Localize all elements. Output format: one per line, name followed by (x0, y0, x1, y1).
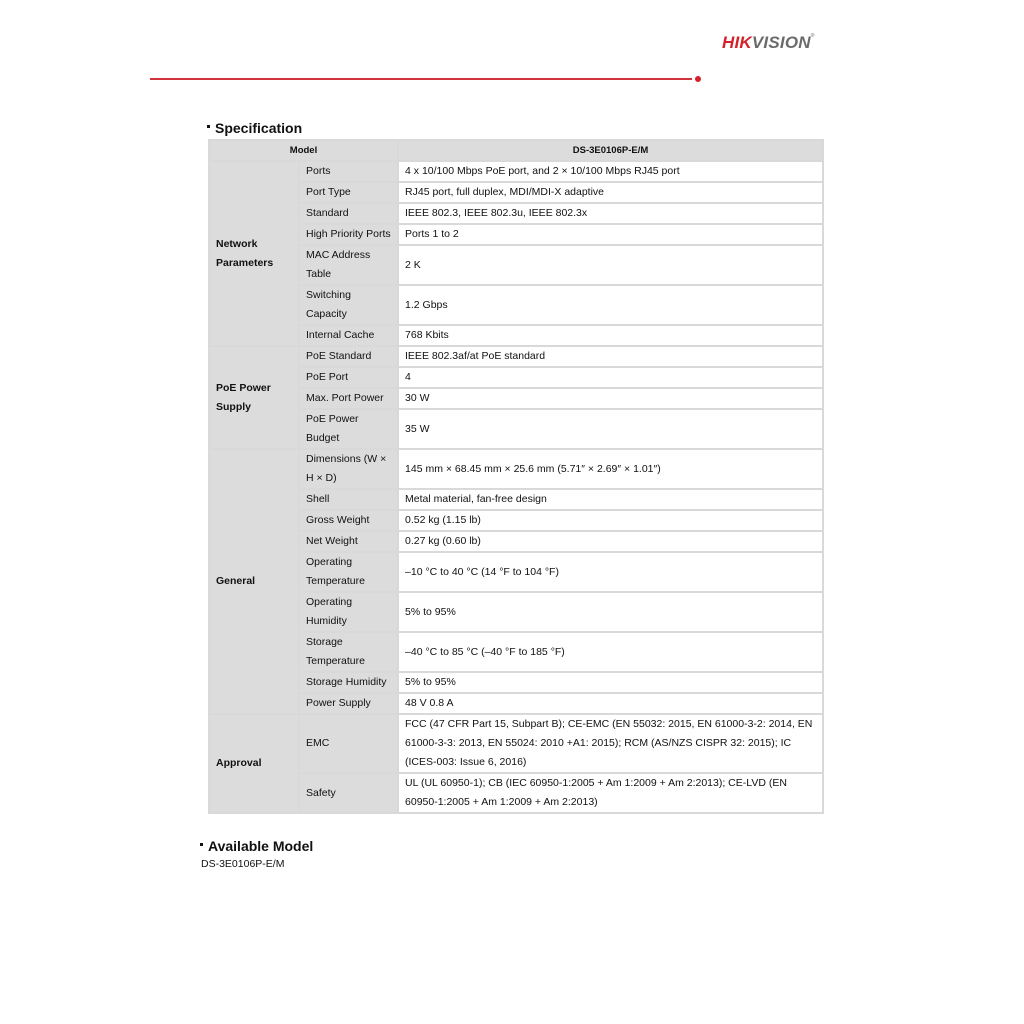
table-row (209, 245, 823, 285)
table-row (209, 325, 823, 346)
table-row (209, 510, 823, 531)
spec-label: PoE Port (299, 367, 398, 388)
table-row (209, 203, 823, 224)
spec-value: Ports 1 to 2 (398, 224, 823, 245)
spec-label: MAC Address Table (299, 245, 398, 285)
table-row (209, 449, 823, 489)
hikvision-logo: HIKVISION® (722, 33, 815, 52)
spec-value: 48 V 0.8 A (398, 693, 823, 714)
spec-label: Standard (299, 203, 398, 224)
header-divider-dot (695, 76, 701, 82)
spec-value: 35 W (398, 409, 823, 449)
spec-value: IEEE 802.3, IEEE 802.3u, IEEE 802.3x (398, 203, 823, 224)
spec-value: 145 mm × 68.45 mm × 25.6 mm (5.71″ × 2.69″ × 1.01″) (398, 449, 823, 489)
spec-value: 0.52 kg (1.15 lb) (398, 510, 823, 531)
table-row (209, 773, 823, 813)
spec-label: Storage Humidity (299, 672, 398, 693)
spec-label: Operating Temperature (299, 552, 398, 592)
spec-label: PoE Power Budget (299, 409, 398, 449)
spec-value: 0.27 kg (0.60 lb) (398, 531, 823, 552)
table-row (209, 409, 823, 449)
table-row (209, 182, 823, 203)
table-row (209, 714, 823, 773)
spec-label: Dimensions (W × H × D) (299, 449, 398, 489)
spec-label: Net Weight (299, 531, 398, 552)
bullet-icon (200, 843, 203, 846)
spec-value: IEEE 802.3af/at PoE standard (398, 346, 823, 367)
spec-value: 1.2 Gbps (398, 285, 823, 325)
specification-table (208, 139, 824, 814)
table-row (209, 552, 823, 592)
table-row (209, 224, 823, 245)
group-label: Network Parameters (209, 161, 299, 346)
table-row (209, 592, 823, 632)
spec-value: 4 x 10/100 Mbps PoE port, and 2 × 10/100 Mbps RJ45 port (398, 161, 823, 182)
table-row (209, 531, 823, 552)
model-header-label: Model (209, 140, 398, 161)
spec-label: Gross Weight (299, 510, 398, 531)
group-label: Approval (209, 714, 299, 813)
spec-label: High Priority Ports (299, 224, 398, 245)
table-row (209, 161, 823, 182)
spec-label: Ports (299, 161, 398, 182)
spec-label: Power Supply (299, 693, 398, 714)
spec-value: 768 Kbits (398, 325, 823, 346)
table-row (209, 489, 823, 510)
spec-value: –40 °C to 85 °C (–40 °F to 185 °F) (398, 632, 823, 672)
bullet-icon (207, 125, 210, 128)
spec-value: UL (UL 60950-1); CB (IEC 60950-1:2005 + Am 1:2009 + Am 2:2013); CE-LVD (EN 60950-1:2005 + Am 1:2009 + Am 2:2013) (398, 773, 823, 813)
spec-label: Storage Temperature (299, 632, 398, 672)
spec-label: Internal Cache (299, 325, 398, 346)
spec-label: Shell (299, 489, 398, 510)
table-row (209, 367, 823, 388)
spec-label: Safety (299, 773, 398, 813)
spec-label: Operating Humidity (299, 592, 398, 632)
spec-value: –10 °C to 40 °C (14 °F to 104 °F) (398, 552, 823, 592)
spec-value: RJ45 port, full duplex, MDI/MDI-X adaptive (398, 182, 823, 203)
spec-value: Metal material, fan-free design (398, 489, 823, 510)
spec-value: 2 K (398, 245, 823, 285)
available-model-title: Available Model (200, 838, 313, 854)
table-row (209, 346, 823, 367)
header-divider (150, 78, 692, 80)
spec-value: 30 W (398, 388, 823, 409)
table-row (209, 672, 823, 693)
table-row (209, 693, 823, 714)
group-label: General (209, 449, 299, 714)
spec-value: 5% to 95% (398, 592, 823, 632)
table-row (209, 388, 823, 409)
spec-value: 4 (398, 367, 823, 388)
spec-label: Switching Capacity (299, 285, 398, 325)
available-model-value: DS-3E0106P-E/M (201, 858, 285, 870)
spec-value: FCC (47 CFR Part 15, Subpart B); CE-EMC (EN 55032: 2015, EN 61000-3-2: 2014, EN 61000-3-3: 2013, EN 55024: 2010 +A1: 2015); RCM (AS/NZS CISPR 32: 2015); IC (ICES-003: Issue 6, 2016) (398, 714, 823, 773)
table-row (209, 632, 823, 672)
spec-label: EMC (299, 714, 398, 773)
specification-title: Specification (207, 120, 302, 136)
model-header-value: DS-3E0106P-E/M (398, 140, 823, 161)
table-header-row (209, 140, 823, 161)
spec-label: Port Type (299, 182, 398, 203)
spec-label: PoE Standard (299, 346, 398, 367)
spec-value: 5% to 95% (398, 672, 823, 693)
group-label: PoE Power Supply (209, 346, 299, 449)
spec-label: Max. Port Power (299, 388, 398, 409)
table-row (209, 285, 823, 325)
